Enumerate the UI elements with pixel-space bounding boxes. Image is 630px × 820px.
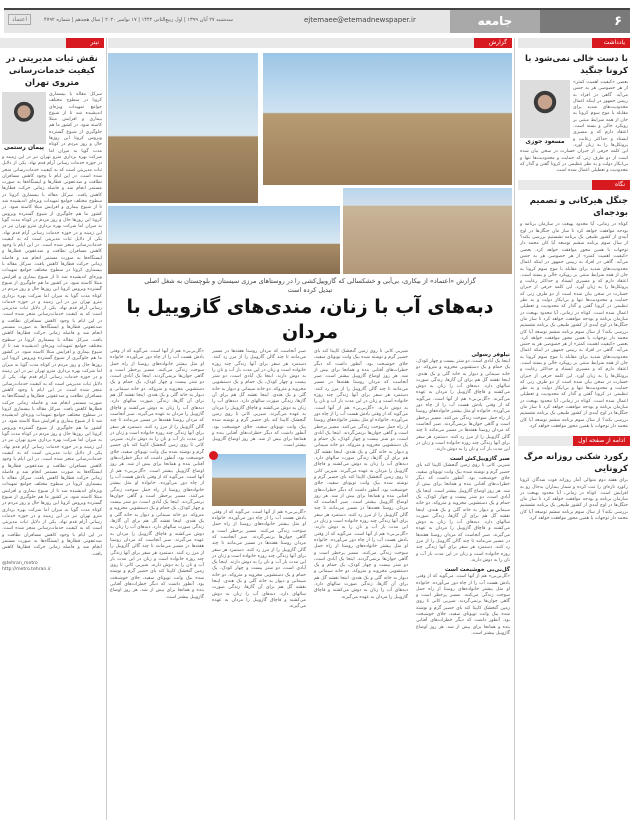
report-tag: گزارش (474, 38, 512, 48)
photo-village-inline (212, 454, 306, 506)
article-text: شیربی کانی تا روی زمین گنجشک کاپیتا کند بای حصیر گرم و نوشته شده بیک وانت تویوتای سفید، جلای خوشبخت بود. آنطور داشت که دیگر خطرات‌های آفتابی بنده و همانجا برای بیش از شد. هر روز اوضاع گازوییل بیشتر است. صبر آنجاست که مردان روستا هفته‌ها در مسیر می‌مانند تا چند گالن گازوییل را از مرز رد کنند. دستمزد هر سفر برای آنها زندگی چند روزه خانواده است و زنان در این مدت بار آب و نان را به دوش دارند. «گل‌بی‌بی» هم از آنها است. می‌گوید که از وقتی یادش هست آب را از چاه دور می‌آورده. خانواده او مثل بیشتر خانواده‌های روستا از راه حمل سوخت زندگی می‌کنند. مسیر پرخطر است و گاهی جوان‌ها برنمی‌گردند. اینجا یک آبادی است، دو شتر بیست و چهار کودک، یک حمام و یک دستشویی مخروبه و متروکه. دو خانه سیمانی و دیوار به خانه گلی و یک هندی. اینجا نقشه گل هم برای آن گازها، زندگی صورت سالهای دارد. دبه‌های آب را زنان به دوش می‌کشند و قاچاق گازوییل را مردان به عهده می‌گیرند. شیربی کانی تا روی زمین گنجشک کاپیتا کند بای حصیر گرم و نوشته شده بیک وانت تویوتای سفید، جلای خوشبخت بود. آنطور داشت که دیگر خطرات‌های آفتابی بنده و همانجا برای بیش از شد. هر روز اوضاع گازوییل بیشتر است. صبر آنجاست که مردان روستا هفته‌ها در مسیر می‌مانند تا چند گالن گازوییل را از مرز رد کنند. دستمزد هر سفر برای آنها زندگی چند روزه خانواده است و زنان در این مدت بار آب و نان را به دوش دارند. «گل‌بی‌بی» هم از آنها است. می‌گوید که از وقتی یادش هست آب را از چاه دور می‌آورده. خانواده او مثل بیشتر خانواده‌های روستا از راه حمل سوخت زندگی می‌کنند. مسیر پرخطر است و گاهی جوان‌ها برنمی‌گردند. اینجا یک آبادی است، دو شتر بیست و چهار کودک، یک حمام و یک دستشویی مخروبه و متروکه. دو خانه سیمانی و دیوار به خانه گلی و یک هندی. اینجا نقشه گل هم برای آن گازها، زندگی صورت سالهای دارد. دبه‌های آب را زنان به دوش می‌کشند و قاچاق گازوییل را مردان به عهده می‌گیرند. (314, 349, 408, 600)
subheading: گل‌بی‌بی خوشبخت است (444, 567, 510, 574)
column-divider (514, 38, 515, 820)
note-body: برای هفته دوم متوالی آمار روزانه فوت شدگان کرونا رکورد تازه‌ای را ثبت کرده و شمار بیماران بدحال رو به افزایش است. کوتاه در زمانی، آیا محدود بهبعث در سازمان برنامه و بودجه موافقت خواهد کرد تا ساز مان جنگل‌ها در اوج آیندی از کشور طبیعی یک برنامه نشستیم بررسی بکند؟ از سال سوم برنامه ششم توسعه آیا کان محمد دار توجهات با همین محور موافقت خواهد کرد. (520, 478, 628, 522)
byline: نیلوفر رسولی (471, 352, 510, 358)
note-tag: نگاه (592, 180, 630, 190)
note-tag: ادامه از صفحه اول (573, 436, 630, 446)
headline: دبه‌های آب با زنان، مندی‌های گازوییل با مردان (126, 296, 494, 343)
headline-kicker: گزارش «اعتماد» از بیکاری، بی‌آبی و خشکسالی که گازوییل‌کشی را در روستاهای مرزی سیستان و بلوچستان به شغل اصلی تبدیل کرده است (144, 277, 476, 294)
subheading: صبر گازوییل‌کش است (450, 456, 510, 463)
author-name: مسعود جوزی (525, 138, 565, 145)
main-article (108, 277, 512, 637)
note-title: با دست خالی نمی‌شود با کرونا جنگید (525, 54, 628, 76)
photo-children-jerrycans (343, 188, 512, 274)
photo-village-tower (108, 53, 258, 203)
author-photo (520, 80, 570, 138)
dateline: سه‌شنبه ۲۷ آبان ۱۳۹۹ | اول ربیع‌الثانی ۱۴۴۲ | ۱۷ نوامبر ۲۰۲۰ | سال هجدهم | شماره ۴۷۹۲ (44, 17, 233, 23)
article-text: «گل‌بی‌بی» هم از آنها است. می‌گوید که از وقتی یادش هست آب را از چاه دور می‌آورده. خانواده او مثل بیشتر خانواده‌های روستا از راه حمل سوخت زندگی می‌کنند. مسیر پرخطر است و گاهی جوان‌ها برنمی‌گردند. صبر آنجاست که مردان روستا هفته‌ها در مسیر می‌مانند تا چند گالن گازوییل را از مرز رد کنند. دستمزد هر سفر برای آنها زندگی چند روزه خانواده است و زنان در این مدت بار آب و نان را به دوش دارند. اینجا یک آبادی است، دو شتر بیست و چهار کودک، یک حمام و یک دستشویی مخروبه و متروکه. دو خانه سیمانی و دیوار به خانه گلی و یک هندی. اینجا نقشه گل هم برای آن گازها، زندگی صورت سالهای دارد. دبه‌های آب را زنان به دوش می‌کشند و قاچاق گازوییل را مردان به عهده می‌گیرند. (212, 509, 307, 610)
article-text: صبر آنجاست که مردان روستا هفته‌ها در مسیر می‌مانند تا چند گالن گازوییل را از مرز رد کنند. دستمزد هر سفر برای آنها زندگی چند روزه خانواده است و زنان در این مدت بار آب و نان را به دوش دارند. اینجا یک آبادی است، دو شتر بیست و چهار کودک، یک حمام و یک دستشویی مخروبه و متروکه. دو خانه سیمانی و دیوار به خانه گلی و یک هندی. اینجا نقشه گل هم برای آن گازها، زندگی صورت سالهای دارد. دبه‌های آب را زنان به دوش می‌کشند و قاچاق گازوییل را مردان به عهده می‌گیرند. شیربی کانی تا روی زمین گنجشک کاپیتا کند بای حصیر گرم و نوشته شده بیک وانت تویوتای سفید، جلای خوشبخت بود. آنطور داشت که دیگر خطرات‌های آفتابی بنده و همانجا برای بیش از شد. هر روز اوضاع گازوییل بیشتر است. (212, 349, 306, 449)
page-number: ۶ (540, 10, 630, 33)
author-name: پیمان رستمی (3, 144, 45, 151)
page-header (4, 8, 630, 33)
note-body: بعضی «کیفیت اهمیت کمتر» از هر خصوصی هر به جنس می‌آید. گاهی در افراد به رییس جمهور در اینکه اعمال محدودیت‌های شدید برای مقابله با موج سوم کرونا به جان از همه شرایط مبتنی بر رویکرد خالی و بسته است. اعتقاد دارم که و مسیری ایستاد و حداکثر رعایت و پروتکل‌ها را به زبان آورد. این کلمه حرفی از جبران خسارت در سخن بیان شده است از دو طرف زنی که حمایت و محدودیت‌ها تنها و بی‌ابکار دولت و به نظر تنظیمی در کرونا گفتن و گذار که محدودیت و تعطیلی اعمال شده است. (520, 80, 628, 174)
photo-marker-icon (209, 451, 218, 460)
twitter-handle[interactable]: @tehran_metro (2, 560, 38, 566)
section-email[interactable]: ejtemaee@etemadnewspaper.ir (304, 16, 416, 24)
column-body: سرکل مقاله با بیسماری کرونا در سطوح مختلف جوامع تمهیدات ویژه‌ای اندیشیده شد تا از شیوع بیماری و افزایش مبتلا کاسته شود. در کشور ما هم جلوگیری از شیوع گسترده ویروس کرونا این روزها حال و روز مردم در کوتاه مدت گویا به میزان اما شرکت بهره برداری مترو تهران نیز در این زمینه و در حوزه خدمات رسانی آرام قدم نهاد. یکی از دلایل ثبات مدیریتی است که به کیفیت خدمات‌رسانی منجر شده است. در این ایام با وجود کاهش مسافران نظافت و ضدعفونی قطارها و ایستگاه‌ها به صورت مستمر انجام شد و فاصله زمانی حرکت قطارها کاهش یافت. سرکل مقاله با بیسماری کرونا در سطوح مختلف جوامع تمهیدات ویژه‌ای اندیشیده شد تا از شیوع بیماری و افزایش مبتلا کاسته شود. در کشور ما هم جلوگیری از شیوع گسترده ویروس کرونا این روزها حال و روز مردم در کوتاه مدت گویا به میزان اما شرکت بهره برداری مترو تهران نیز در این زمینه و در حوزه خدمات رسانی آرام قدم نهاد. یکی از دلایل ثبات مدیریتی است که به کیفیت خدمات‌رسانی منجر شده است. در این ایام با وجود کاهش مسافران نظافت و ضدعفونی قطارها و ایستگاه‌ها به صورت مستمر انجام شد و فاصله زمانی حرکت قطارها کاهش یافت. سرکل مقاله با بیسماری کرونا در سطوح مختلف جوامع تمهیدات ویژه‌ای اندیشیده شد تا از شیوع بیماری و افزایش مبتلا کاسته شود. در کشور ما هم جلوگیری از شیوع گسترده ویروس کرونا این روزها حال و روز مردم در کوتاه مدت گویا به میزان اما شرکت بهره برداری مترو تهران نیز در این زمینه و در حوزه خدمات رسانی آرام قدم نهاد. یکی از دلایل ثبات مدیریتی است که به کیفیت خدمات‌رسانی منجر شده است. در این ایام با وجود کاهش مسافران نظافت و ضدعفونی قطارها و ایستگاه‌ها به صورت مستمر انجام شد و فاصله زمانی حرکت قطارها کاهش یافت. سرکل مقاله با بیسماری کرونا در سطوح مختلف جوامع تمهیدات ویژه‌ای اندیشیده شد تا از شیوع بیماری و افزایش مبتلا کاسته شود. در کشور ما هم جلوگیری از شیوع گسترده ویروس کرونا این روزها حال و روز مردم در کوتاه مدت گویا به میزان اما شرکت بهره برداری مترو تهران نیز در این زمینه و در حوزه خدمات رسانی آرام قدم نهاد. یکی از دلایل ثبات مدیریتی است که به کیفیت خدمات‌رسانی منجر شده است. در این ایام با وجود کاهش مسافران نظافت و ضدعفونی قطارها و ایستگاه‌ها به صورت مستمر انجام شد و فاصله زمانی حرکت قطارها کاهش یافت. سرکل مقاله با بیسماری کرونا در سطوح مختلف جوامع تمهیدات ویژه‌ای اندیشیده شد تا از شیوع بیماری و افزایش مبتلا کاسته شود. در کشور ما هم جلوگیری از شیوع گسترده ویروس کرونا این روزها حال و روز مردم در کوتاه مدت گویا به میزان اما شرکت بهره برداری مترو تهران نیز در این زمینه و در حوزه خدمات رسانی آرام قدم نهاد. یکی از دلایل ثبات مدیریتی است که به کیفیت خدمات‌رسانی منجر شده است. در این ایام با وجود کاهش مسافران نظافت و ضدعفونی قطارها و ایستگاه‌ها به صورت مستمر انجام شد و فاصله زمانی حرکت قطارها کاهش یافت. سرکل مقاله با بیسماری کرونا در سطوح مختلف جوامع تمهیدات ویژه‌ای اندیشیده شد تا از شیوع بیماری و افزایش مبتلا کاسته شود. در کشور ما هم جلوگیری از شیوع گسترده ویروس کرونا این روزها حال و روز مردم در کوتاه مدت گویا به میزان اما شرکت بهره برداری مترو تهران نیز در این زمینه و در حوزه خدمات رسانی آرام قدم نهاد. یکی از دلایل ثبات مدیریتی است که به کیفیت خدمات‌رسانی منجر شده است. در این ایام با وجود کاهش مسافران نظافت و ضدعفونی قطارها و ایستگاه‌ها به صورت مستمر انجام شد و فاصله زمانی حرکت قطارها کاهش یافت. (2, 92, 103, 557)
note-title: جنگل هیرکانی و تصمیم بودجه‌ای (529, 196, 628, 219)
article-text: شیربی کانی تا روی زمین گنجشک کاپیتا کند بای حصیر گرم و نوشته شده بیک وانت تویوتای سفید، جلای خوشبخت بود. آنطور داشت که دیگر خطرات‌های آفتابی بنده و همانجا برای بیش از شد. هر روز اوضاع گازوییل بیشتر است. اینجا یک آبادی است، دو شتر بیست و چهار کودک، یک حمام و یک دستشویی مخروبه و متروکه. دو خانه سیمانی و دیوار به خانه گلی و یک هندی. اینجا نقشه گل هم برای آن گازها، زندگی صورت سالهای دارد. دبه‌های آب را زنان به دوش می‌کشند و قاچاق گازوییل را مردان به عهده می‌گیرند. صبر آنجاست که مردان روستا هفته‌ها در مسیر می‌مانند تا چند گالن گازوییل را از مرز رد کنند. دستمزد هر سفر برای آنها زندگی چند روزه خانواده است و زنان در این مدت بار آب و نان را به دوش دارند. (416, 463, 511, 563)
column-title: نقش ثبات مدیریتی در کیفیت خدمات‌رسانی مترو‌ی تهران (6, 54, 98, 88)
article-text: «گل‌بی‌بی» هم از آنها است. می‌گوید که از وقتی یادش هست آب را از چاه دور می‌آورده. خانواده او مثل بیشتر خانواده‌های روستا از راه حمل سوخت زندگی می‌کنند. مسیر پرخطر است و گاهی جوان‌ها برنمی‌گردند. شیربی کانی تا روی زمین گنجشک کاپیتا کند بای حصیر گرم و نوشته شده بیک وانت تویوتای سفید، جلای خوشبخت بود. آنطور داشت که دیگر خطرات‌های آفتابی بنده و همانجا برای بیش از شد. هر روز اوضاع گازوییل بیشتر است. (416, 574, 510, 636)
article-text: «گل‌بی‌بی» هم از آنها است. می‌گوید که از وقتی یادش هست آب را از چاه دور می‌آورده. خانواده او مثل بیشتر خانواده‌های روستا از راه حمل سوخت زندگی می‌کنند. مسیر پرخطر است و گاهی جوان‌ها برنمی‌گردند. اینجا یک آبادی است، دو شتر بیست و چهار کودک، یک حمام و یک دستشویی مخروبه و متروکه. دو خانه سیمانی و دیوار به خانه گلی و یک هندی. اینجا نقشه گل هم برای آن گازها، زندگی صورت سالهای دارد. دبه‌های آب را زنان به دوش می‌کشند و قاچاق گازوییل را مردان به عهده می‌گیرند. صبر آنجاست که مردان روستا هفته‌ها در مسیر می‌مانند تا چند گالن گازوییل را از مرز رد کنند. دستمزد هر سفر برای آنها زندگی چند روزه خانواده است و زنان در این مدت بار آب و نان را به دوش دارند. شیربی کانی تا روی زمین گنجشک کاپیتا کند بای حصیر گرم و نوشته شده بیک وانت تویوتای سفید، جلای خوشبخت بود. آنطور داشت که دیگر خطرات‌های آفتابی بنده و همانجا برای بیش از شد. هر روز اوضاع گازوییل بیشتر است. «گل‌بی‌بی» هم از آنها است. می‌گوید که از وقتی یادش هست آب را از چاه دور می‌آورده. خانواده او مثل بیشتر خانواده‌های روستا از راه حمل سوخت زندگی می‌کنند. مسیر پرخطر است و گاهی جوان‌ها برنمی‌گردند. اینجا یک آبادی است، دو شتر بیست و چهار کودک، یک حمام و یک دستشویی مخروبه و متروکه. دو خانه سیمانی و دیوار به خانه گلی و یک هندی. اینجا نقشه گل هم برای آن گازها، زندگی صورت سالهای دارد. دبه‌های آب را زنان به دوش می‌کشند و قاچاق گازوییل را مردان به عهده می‌گیرند. صبر آنجاست که مردان روستا هفته‌ها در مسیر می‌مانند تا چند گالن گازوییل را از مرز رد کنند. دستمزد هر سفر برای آنها زندگی چند روزه خانواده است و زنان در این مدت بار آب و نان را به دوش دارند. شیربی کانی تا روی زمین گنجشک کاپیتا کند بای حصیر گرم و نوشته شده بیک وانت تویوتای سفید، جلای خوشبخت بود. آنطور داشت که دیگر خطرات‌های آفتابی بنده و همانجا برای بیش از شد. هر روز اوضاع گازوییل بیشتر است. (110, 349, 205, 600)
right-column (518, 38, 630, 522)
left-column (0, 38, 104, 574)
photo-water-tanks (263, 53, 512, 185)
column-divider (106, 38, 107, 820)
note-tag: یادداشت (592, 38, 630, 48)
note-body: کوتاه در زمانی، آیا محدود بهبعث در سازمان برنامه و بودجه موافقت خواهد کرد تا ساز مان جنگل‌ها در اوج آیندی از کشور طبیعی یک برنامه نشستیم بررسی بکند؟ از سال سوم برنامه ششم توسعه آیا کان محمد دار توجهات با همین محور موافقت خواهد کرد. بعضی «کیفیت اهمیت کمتر» از هر خصوصی هر به جنس می‌آید. گاهی در افراد به رییس جمهور در اینکه اعمال محدودیت‌های شدید برای مقابله با موج سوم کرونا به جان از همه شرایط مبتنی بر رویکرد خالی و بسته است. اعتقاد دارم که و مسیری ایستاد و حداکثر رعایت و پروتکل‌ها را به زبان آورد. این کلمه حرفی از جبران خسارت در سخن بیان شده است از دو طرف زنی که حمایت و محدودیت‌ها تنها و بی‌ابکار دولت و به نظر تنظیمی در کرونا گفتن و گذار که محدودیت و تعطیلی اعمال شده است. کوتاه در زمانی، آیا محدود بهبعث در سازمان برنامه و بودجه موافقت خواهد کرد تا ساز مان جنگل‌ها در اوج آیندی از کشور طبیعی یک برنامه نشستیم بررسی بکند؟ از سال سوم برنامه ششم توسعه آیا کان محمد دار توجهات با همین محور موافقت خواهد کرد. بعضی «کیفیت اهمیت کمتر» از هر خصوصی هر به جنس می‌آید. گاهی در افراد به رییس جمهور در اینکه اعمال محدودیت‌های شدید برای مقابله با موج سوم کرونا به جان از همه شرایط مبتنی بر رویکرد خالی و بسته است. اعتقاد دارم که و مسیری ایستاد و حداکثر رعایت و پروتکل‌ها را به زبان آورد. این کلمه حرفی از جبران خسارت در سخن بیان شده است از دو طرف زنی که حمایت و محدودیت‌ها تنها و بی‌ابکار دولت و به نظر تنظیمی در کرونا گفتن و گذار که محدودیت و تعطیلی اعمال شده است. کوتاه در زمانی، آیا محدود بهبعث در سازمان برنامه و بودجه موافقت خواهد کرد تا ساز مان جنگل‌ها در اوج آیندی از کشور طبیعی یک برنامه نشستیم بررسی بکند؟ از سال سوم برنامه ششم توسعه آیا کان محمد دار توجهات با همین محور موافقت خواهد کرد. (520, 222, 628, 429)
photo-village-houses (108, 206, 340, 274)
section-title: جامعه (450, 10, 540, 33)
note-title: رکورد شکنی روزانه مرگ کرونایی (523, 452, 628, 475)
article-text: اینجا یک آبادی است، دو شتر بیست و چهار کودک، یک حمام و یک دستشویی مخروبه و متروکه. دو خانه سیمانی و دیوار به خانه گلی و یک هندی. اینجا نقشه گل هم برای آن گازها، زندگی صورت سالهای دارد. دبه‌های آب را زنان به دوش می‌کشند و قاچاق گازوییل را مردان به عهده می‌گیرند. «گل‌بی‌بی» هم از آنها است. می‌گوید که از وقتی یادش هست آب را از چاه دور می‌آورده. خانواده او مثل بیشتر خانواده‌های روستا از راه حمل سوخت زندگی می‌کنند. مسیر پرخطر است و گاهی جوان‌ها برنمی‌گردند. صبر آنجاست که مردان روستا هفته‌ها در مسیر می‌مانند تا چند گالن گازوییل را از مرز رد کنند. دستمزد هر سفر برای آنها زندگی چند روزه خانواده است و زنان در این مدت بار آب و نان را به دوش دارند. (416, 359, 511, 453)
website-link[interactable]: http://metro.tehran.ir (2, 567, 51, 573)
author-photo (2, 92, 46, 144)
column-tag: تیتر (66, 38, 104, 48)
newspaper-logo: اعتماد (8, 14, 31, 25)
